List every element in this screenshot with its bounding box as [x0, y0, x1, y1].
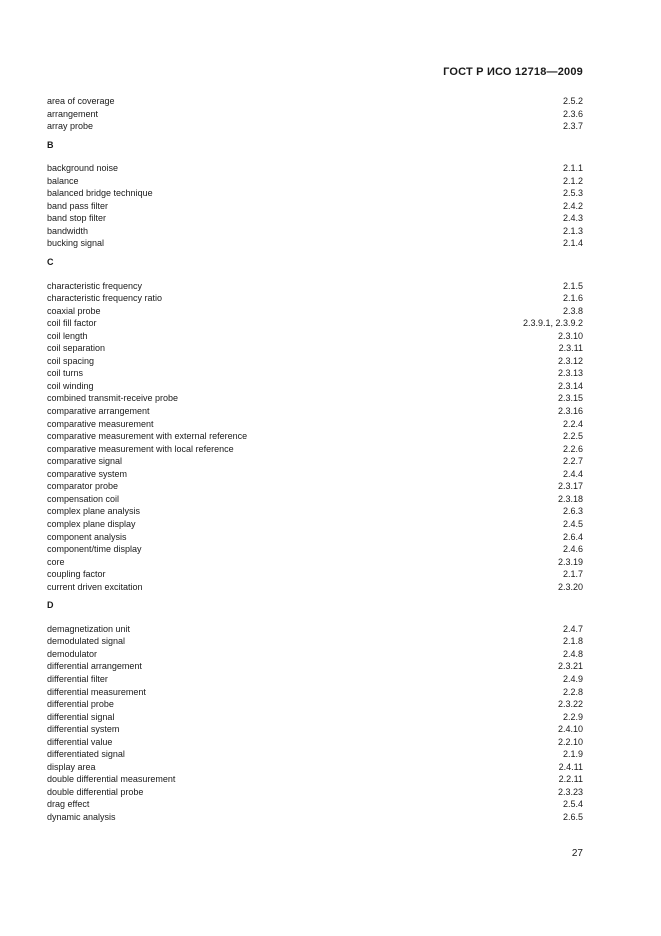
index-term: demodulator [47, 648, 98, 659]
index-term: differential probe [47, 699, 114, 710]
index-term: comparative arrangement [47, 406, 150, 417]
index-reference: 2.2.4 [562, 418, 583, 429]
index-term: bucking signal [47, 238, 105, 249]
index-entry [47, 280, 583, 293]
index-term: compensation coil [47, 493, 120, 504]
index-entry [47, 673, 583, 686]
index-term: coil length [47, 330, 88, 341]
index-reference: 2.6.5 [562, 811, 583, 822]
index-entry [47, 648, 583, 661]
index-entry [47, 480, 583, 493]
index-term: arrangement [47, 108, 99, 119]
index-reference: 2.4.9 [562, 673, 583, 684]
index-term: demodulated signal [47, 636, 126, 647]
index-reference: 2.1.6 [562, 293, 583, 304]
index-reference: 2.2.11 [558, 774, 583, 785]
index-term: background noise [47, 163, 119, 174]
index-entry [47, 430, 583, 443]
index-term: component/time display [47, 544, 142, 555]
index-reference: 2.4.4 [562, 468, 583, 479]
index-reference: 2.2.6 [562, 443, 583, 454]
index-entry [47, 187, 583, 200]
index-reference: 2.6.4 [562, 531, 583, 542]
index-entry [47, 505, 583, 518]
index-reference: 2.3.7 [562, 121, 583, 132]
index-section [47, 95, 583, 133]
index-entry [47, 518, 583, 531]
index-reference: 2.1.5 [562, 280, 583, 291]
index-reference: 2.1.4 [562, 238, 583, 249]
index-entry [47, 120, 583, 133]
index-term: differential filter [47, 673, 108, 684]
index-entry [47, 568, 583, 581]
index-section [47, 599, 583, 823]
index-term: drag effect [47, 799, 90, 810]
index-term: band stop filter [47, 213, 107, 224]
index-term: differential value [47, 736, 113, 747]
index-reference: 2.6.3 [562, 506, 583, 517]
index-entry [47, 237, 583, 250]
index-term: balance [47, 175, 79, 186]
index-term: differential signal [47, 711, 115, 722]
index-term: coil fill factor [47, 318, 97, 329]
index-reference: 2.1.2 [562, 175, 583, 186]
index-term: differential measurement [47, 686, 146, 697]
index-term: coil spacing [47, 355, 95, 366]
index-reference: 2.3.13 [557, 368, 583, 379]
index-term: demagnetization unit [47, 623, 131, 634]
index-term: differential system [47, 724, 120, 735]
index-entry [47, 736, 583, 749]
index-reference: 2.2.9 [562, 711, 583, 722]
index-term: characteristic frequency [47, 280, 143, 291]
index-section [47, 139, 583, 250]
index-term: coaxial probe [47, 305, 101, 316]
section-letter-heading: C [47, 257, 54, 268]
index-reference: 2.3.10 [557, 330, 583, 341]
index-reference: 2.4.6 [562, 544, 583, 555]
index-entry [47, 443, 583, 456]
index-reference: 2.5.2 [562, 96, 583, 106]
index-term: double differential measurement [47, 774, 176, 785]
page-number: 27 [571, 848, 583, 859]
index-reference: 2.3.8 [562, 305, 583, 316]
index-entry [47, 798, 583, 811]
index-term: core [47, 556, 65, 567]
index-entry [47, 95, 583, 108]
index-reference: 2.1.3 [562, 225, 583, 236]
section-letter-heading: B [47, 139, 54, 150]
index-entry [47, 380, 583, 393]
index-entry [47, 305, 583, 318]
index-reference: 2.5.4 [562, 799, 583, 810]
index-reference: 2.3.9.1, 2.3.9.2 [522, 318, 583, 329]
index-term: area of coverage [47, 96, 115, 106]
index-term: combined transmit-receive probe [47, 393, 179, 404]
index-reference: 2.3.16 [557, 406, 583, 417]
index-term: complex plane display [47, 518, 136, 529]
index-reference: 2.3.17 [557, 481, 583, 492]
index-term: component analysis [47, 531, 127, 542]
index-reference: 2.1.8 [562, 636, 583, 647]
index-entry [47, 493, 583, 506]
index-term: comparative measurement with local reference [47, 443, 234, 454]
index-entry [47, 418, 583, 431]
index-entry [47, 723, 583, 736]
index-reference: 2.3.19 [557, 556, 583, 567]
index-reference: 2.3.6 [562, 108, 583, 119]
index-reference: 2.4.10 [557, 724, 583, 735]
index-entry [47, 200, 583, 213]
index-entry [47, 786, 583, 799]
index-entry [47, 317, 583, 330]
index-term: dynamic analysis [47, 811, 116, 822]
index-entry [47, 330, 583, 343]
index-reference: 2.2.5 [562, 431, 583, 442]
index-entry [47, 405, 583, 418]
index-reference: 2.2.10 [557, 736, 583, 747]
index-term: current driven excitation [47, 581, 143, 592]
index-term: comparative measurement with external reference [47, 431, 248, 442]
index-reference: 2.3.23 [557, 786, 583, 797]
index-entry [47, 355, 583, 368]
index-entry [47, 212, 583, 225]
index-entry [47, 162, 583, 175]
index-reference: 2.3.11 [558, 343, 583, 354]
index-term: coupling factor [47, 569, 106, 580]
index-reference: 2.1.1 [562, 163, 583, 174]
index-term: band pass filter [47, 200, 109, 211]
index-term: comparative signal [47, 456, 123, 467]
index-entry [47, 623, 583, 636]
index-reference: 2.3.12 [557, 355, 583, 366]
index-entry [47, 761, 583, 774]
index-section [47, 256, 583, 593]
index-entry [47, 711, 583, 724]
index-entry [47, 531, 583, 544]
index-entry [47, 660, 583, 673]
index-term: double differential probe [47, 786, 144, 797]
index-reference: 2.4.7 [562, 623, 583, 634]
index-term: characteristic frequency ratio [47, 293, 163, 304]
index-entry [47, 468, 583, 481]
index-reference: 2.2.7 [562, 456, 583, 467]
index-entry [47, 635, 583, 648]
index-term: display area [47, 761, 96, 772]
index-term: bandwidth [47, 225, 89, 236]
page-header-title: ГОСТ Р ИСО 12718—2009 [443, 66, 583, 78]
index-term: array probe [47, 121, 94, 132]
index-reference: 2.1.7 [562, 569, 583, 580]
index-reference: 2.5.3 [562, 188, 583, 199]
index-term: differential arrangement [47, 661, 142, 672]
index-reference: 2.3.21 [557, 661, 583, 672]
index-term: coil separation [47, 343, 106, 354]
index-entry [47, 367, 583, 380]
index-term: comparator probe [47, 481, 119, 492]
index-reference: 2.4.11 [558, 761, 583, 772]
index-entry [47, 292, 583, 305]
index-term: coil turns [47, 368, 84, 379]
index-term: coil winding [47, 380, 94, 391]
index-entry [47, 455, 583, 468]
index-reference: 2.3.18 [557, 493, 583, 504]
index-reference: 2.1.9 [562, 749, 583, 760]
index-list [47, 95, 583, 830]
index-term: complex plane analysis [47, 506, 141, 517]
index-entry [47, 773, 583, 786]
index-entry [47, 556, 583, 569]
index-entry [47, 392, 583, 405]
index-entry [47, 108, 583, 121]
index-entry [47, 543, 583, 556]
index-reference: 2.4.8 [562, 648, 583, 659]
index-entry [47, 175, 583, 188]
index-reference: 2.4.5 [562, 518, 583, 529]
index-reference: 2.2.8 [562, 686, 583, 697]
index-reference: 2.4.3 [562, 213, 583, 224]
index-reference: 2.3.15 [557, 393, 583, 404]
index-reference: 2.4.2 [562, 200, 583, 211]
index-reference: 2.3.20 [557, 581, 583, 592]
index-entry [47, 811, 583, 824]
index-term: differentiated signal [47, 749, 125, 760]
section-letter-heading: D [47, 600, 54, 611]
index-entry [47, 748, 583, 761]
index-entry [47, 686, 583, 699]
index-entry [47, 581, 583, 594]
index-reference: 2.3.14 [557, 380, 583, 391]
index-term: comparative system [47, 468, 128, 479]
index-entry [47, 698, 583, 711]
index-term: comparative measurement [47, 418, 154, 429]
index-entry [47, 342, 583, 355]
index-reference: 2.3.22 [557, 699, 583, 710]
index-entry [47, 225, 583, 238]
index-term: balanced bridge technique [47, 188, 153, 199]
